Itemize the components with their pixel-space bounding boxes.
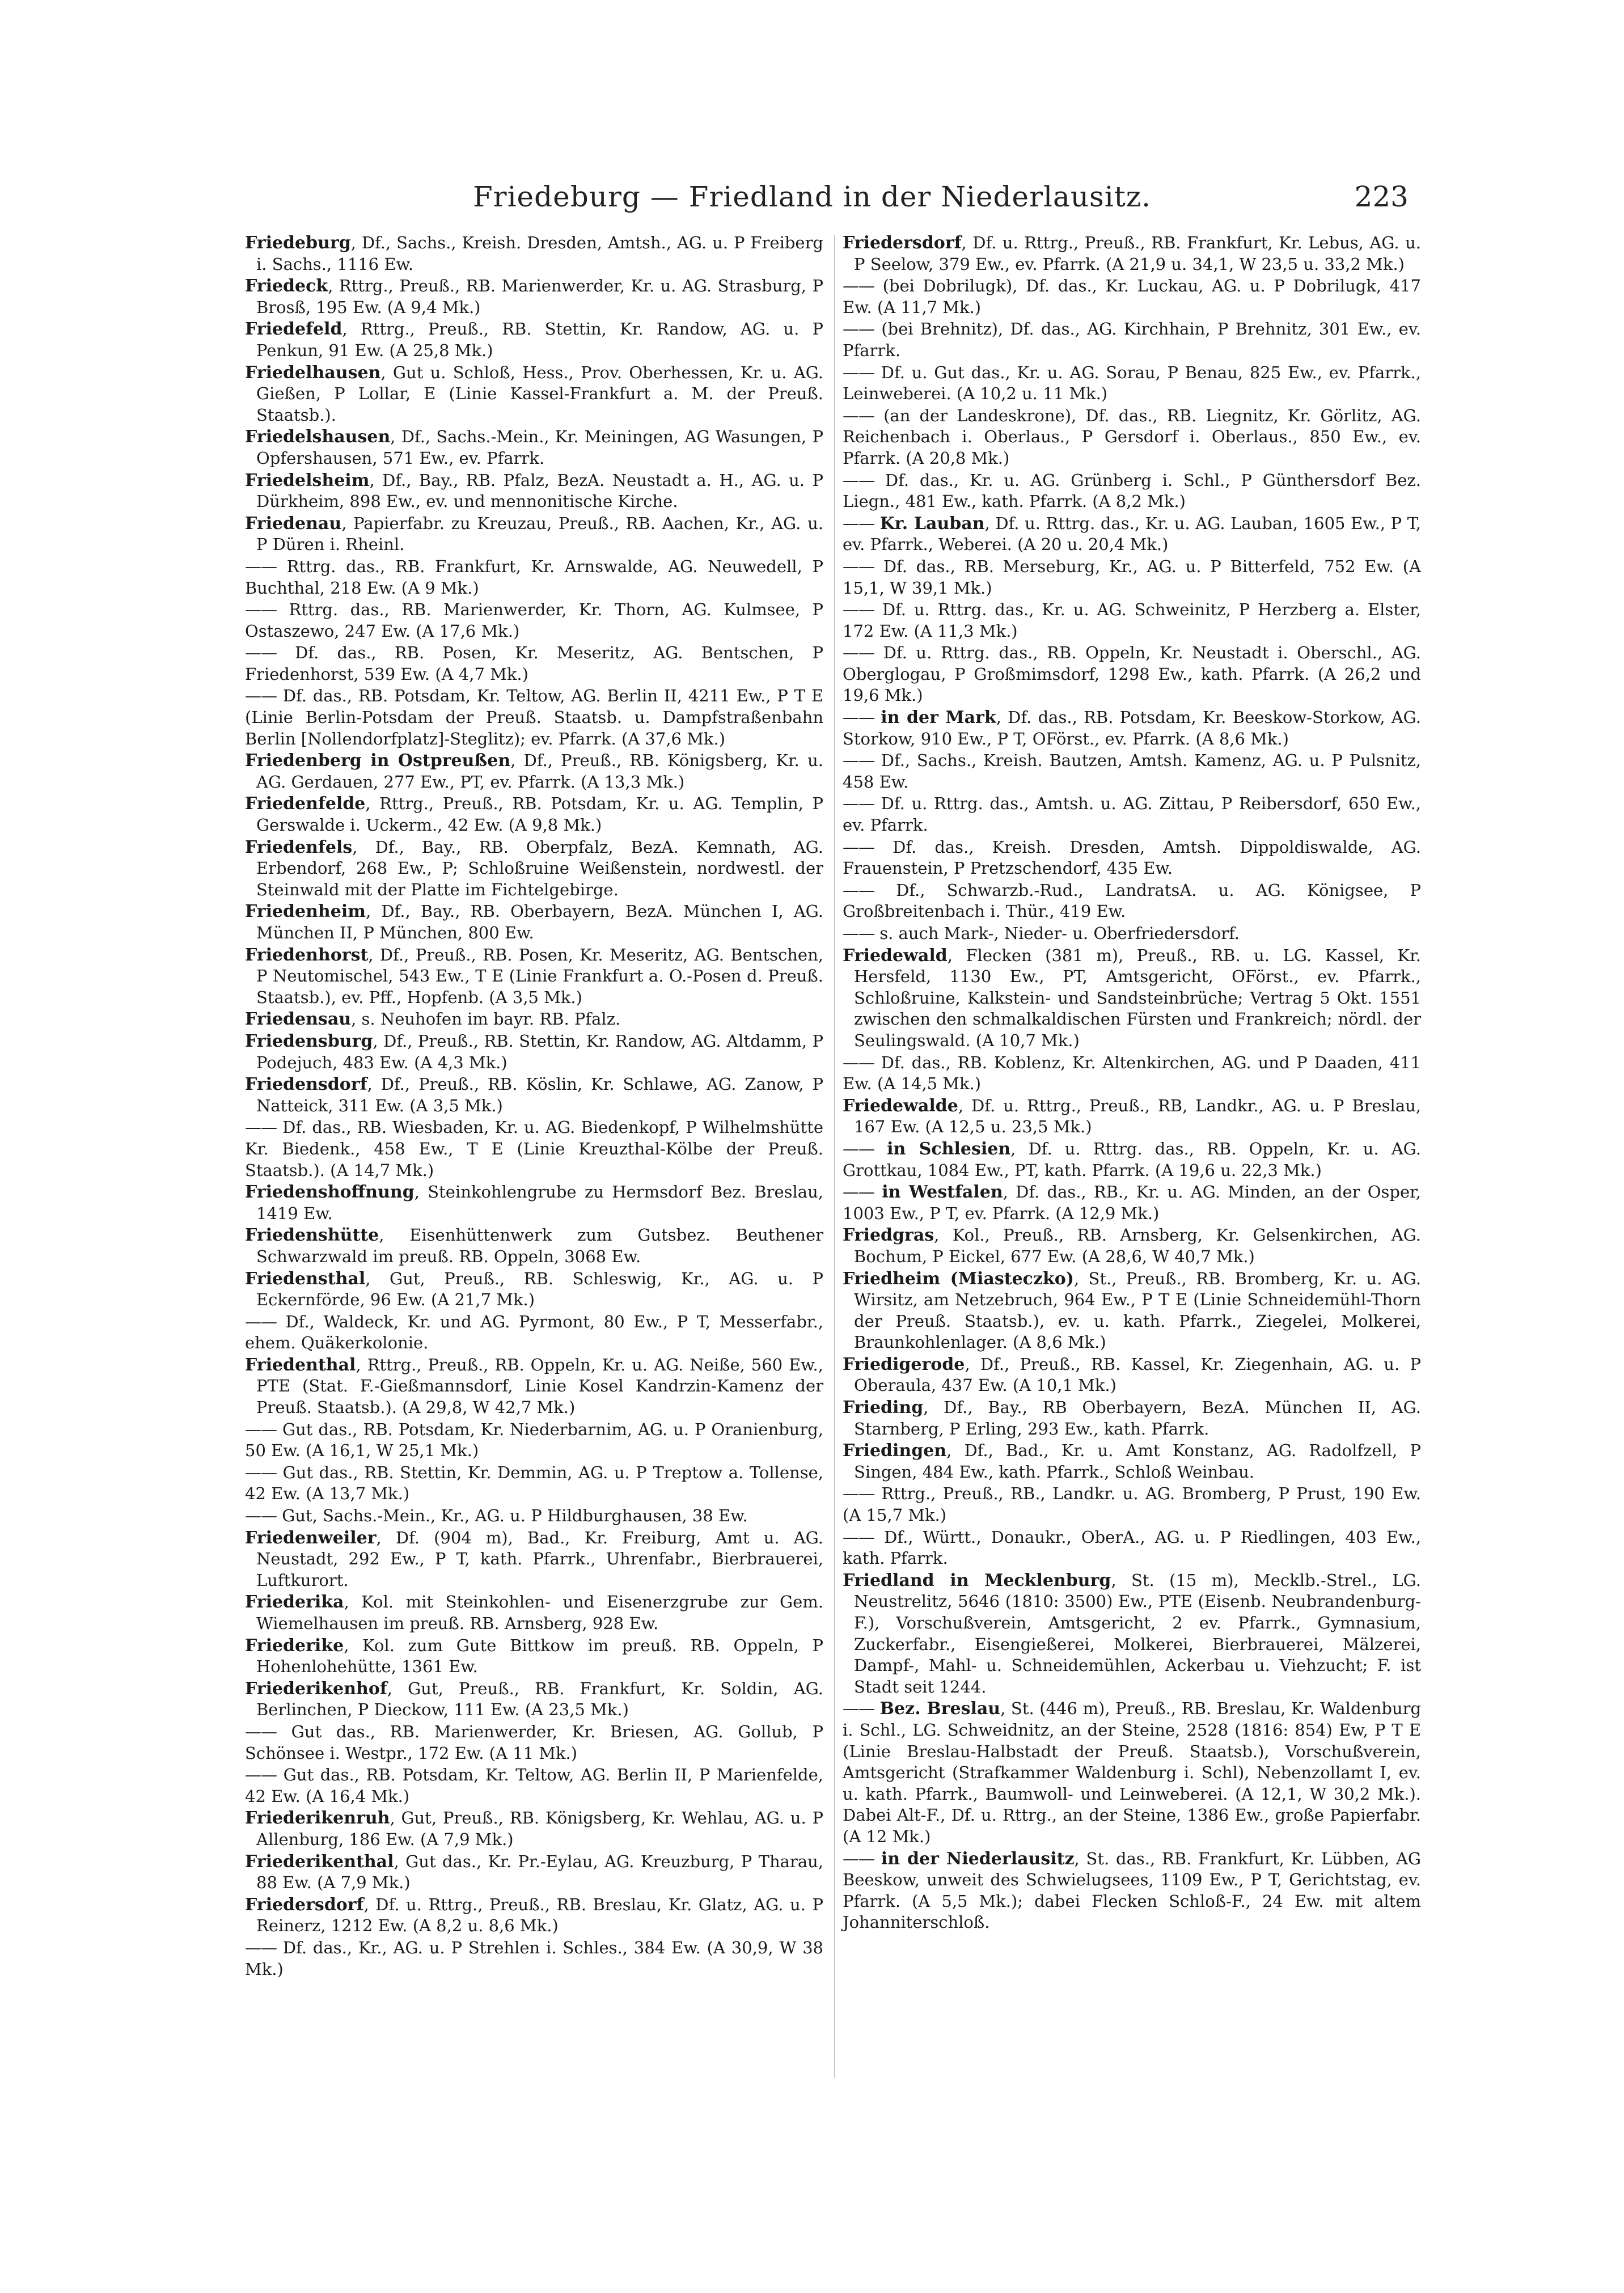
entry-text: Df. das., RB. Koblenz, Kr. Altenkirchen, AG. und P Daaden, 411 Ew. (A 14,5 Mk.): [843, 1052, 1422, 1094]
gazetteer-entry: [245, 837, 823, 901]
gazetteer-entry: [245, 1851, 823, 1894]
entry-text: , Kol. mit Steinkohlen- und Eisenerzgrube zur Gem. Wiemelhausen im preuß. RB. Arnsberg, 928 Ew.: [256, 1592, 823, 1633]
entry-text: Df. das., Kr., AG. u. P Strehlen i. Schles., 384 Ew. (A 30,9, W 38 Mk.): [245, 1937, 824, 1979]
entry-dash: ——: [245, 1937, 277, 1957]
entry-text: Gut das., RB. Potsdam, Kr. Teltow, AG. Berlin II, P Marienfelde, 42 Ew. (A 16,4 Mk.): [245, 1765, 823, 1806]
gazetteer-entry: [245, 750, 823, 793]
gazetteer-entry: [245, 1592, 823, 1634]
entry-text: , Df., Preuß., RB. Kassel, Kr. Ziegenhain, AG. u. P Oberaula, 437 Ew. (A 10,1 Mk.): [854, 1354, 1421, 1395]
entry-headword: Friedenau: [245, 513, 342, 534]
entry-dash: ——: [245, 1419, 277, 1439]
entry-dash: ——: [245, 686, 277, 706]
gazetteer-entry: [245, 1808, 823, 1850]
entry-text: Gut das., RB. Potsdam, Kr. Niederbarnim, AG. u. P Oranienburg, 50 Ew. (A 16,1, W 25,1 Mk.): [245, 1419, 824, 1461]
entry-text: Gut das., RB. Stettin, Kr. Demmin, AG. u. P Treptow a. Tollense, 42 Ew. (A 13,7 Mk.): [245, 1462, 823, 1504]
gazetteer-entry: [245, 276, 823, 318]
entry-headword: Friedenhorst: [245, 945, 369, 965]
entry-text: , Rttrg., Preuß., RB. Oppeln, Kr. u. AG. Neiße, 560 Ew., PTE (Stat. F.-Gießmannsdorf, Linie Kosel Kandrzin-Kamenz der Preuß. Staatsb.). (A 29,8, W 42,7 Mk.): [256, 1355, 823, 1418]
entry-text: Df. u. Rttrg. das., Kr. u. AG. Schweinitz, P Herzberg a. Elster, 172 Ew. (A 11,3 Mk.): [843, 600, 1421, 641]
entry-headword: Friedensau: [245, 1009, 352, 1030]
entry-text: , Gut das., Kr. Pr.-Eylau, AG. Kreuzburg, P Tharau, 88 Ew. (A 7,9 Mk.): [256, 1851, 823, 1893]
entry-text: , Df., Sachs.-Mein., Kr. Meiningen, AG Wasungen, P Opfershausen, 571 Ew., ev. Pfarrk.: [256, 427, 823, 468]
entry-dash: ——: [245, 600, 277, 620]
entry-text: , Df., Preuß., RB. Köslin, Kr. Schlawe, AG. Zanow, P Natteick, 311 Ew. (A 3,5 Mk.): [256, 1074, 823, 1115]
right-column: [843, 232, 1421, 1934]
entry-headword: Friedenshoffnung: [245, 1182, 415, 1203]
entry-text: s. auch Mark-, Nieder- u. Oberfriedersdorf.: [879, 924, 1240, 943]
entry-headword: Friedersdorf: [245, 1894, 364, 1915]
entry-text: , Papierfabr. zu Kreuzau, Preuß., RB. Aachen, Kr., AG. u. P Düren i. Rheinl.: [256, 513, 823, 555]
gazetteer-entry: [245, 1894, 823, 1937]
entry-text: , Df., Bay., RB Oberbayern, BezA. München II, AG. Starnberg, P Erling, 293 Ew., kath. Pfarrk.: [854, 1398, 1421, 1439]
gazetteer-entry: [843, 470, 1421, 513]
entry-text: , Df., Bay., RB. Pfalz, BezA. Neustadt a. H., AG. u. P Dürkheim, 898 Ew., ev. und mennonitische Kirche.: [256, 470, 823, 511]
entry-text: , Rttrg., Preuß., RB. Marienwerder, Kr. u. AG. Strasburg, P Brosß, 195 Ew. (A 9,4 Mk.): [256, 276, 823, 317]
entry-headword: Friedigerode: [843, 1354, 965, 1374]
entry-dash: ——: [843, 924, 874, 943]
entry-text: , Steinkohlengrube zu Hermsdorf Bez. Breslau, 1419 Ew.: [256, 1182, 823, 1223]
entry-text: , Rttrg., Preuß., RB. Potsdam, Kr. u. AG. Templin, P Gerswalde i. Uckerm., 42 Ew. (A 9,8 Mk.): [256, 794, 823, 835]
entry-dash: ——: [245, 1312, 277, 1331]
entry-dash: ——: [843, 1182, 874, 1202]
gazetteer-entry: [843, 923, 1421, 945]
entry-headword: Friedewalde: [843, 1095, 958, 1116]
gazetteer-entry: [245, 1312, 823, 1354]
entry-dash: ——: [245, 556, 277, 576]
entry-dash: ——: [843, 276, 874, 296]
entry-headword: Friederike: [245, 1635, 344, 1656]
gazetteer-entry: [245, 1635, 823, 1678]
gazetteer-entry: [245, 426, 823, 469]
entry-headword: Friedensdorf: [245, 1074, 367, 1095]
entry-text: , St. (446 m), Preuß., RB. Breslau, Kr. Waldenburg i. Schl., LG. Schweidnitz, an der Steine, 2528 (1816: 854) Ew, P T E (Linie Breslau-Halbstadt der Preuß. Staatsb.), Vorschußverein, Amtsgericht (Strafkammer Waldenburg i. Schl), Nebenzollamt I, ev. u. kath. Pfarrk., Baumwoll- und Leinweberei. (A 12,1, W 30,2 Mk.). Dabei Alt-F., Df. u. Rttrg., an der Steine, 1386 Ew., große Papierfabr. (A 12 Mk.): [843, 1699, 1422, 1846]
entry-text: , Gut, Preuß., RB. Frankfurt, Kr. Soldin, AG. Berlinchen, P Dieckow, 111 Ew. (A 23,5 Mk.): [256, 1678, 823, 1720]
gazetteer-entry: [843, 1527, 1421, 1569]
gazetteer-entry: [843, 1848, 1421, 1934]
entry-dash: ——: [843, 556, 874, 576]
entry-dash: ——: [843, 1848, 874, 1868]
gazetteer-entry: [843, 1354, 1421, 1397]
entry-dash: ——: [245, 1118, 277, 1137]
gazetteer-entry: [245, 1528, 823, 1592]
entry-text: , Gut u. Schloß, Hess., Prov. Oberhessen, Kr. u. AG. Gießen, P Lollar, E (Linie Kassel-Frankfurt a. M. der Preuß. Staatsb.).: [256, 362, 823, 425]
entry-headword: Friedewald: [843, 945, 948, 966]
entry-headword: Friedland in Mecklenburg: [843, 1570, 1111, 1590]
gazetteer-entry: [245, 1009, 823, 1030]
gazetteer-entry: [843, 750, 1421, 793]
entry-headword: Friederikenruh: [245, 1808, 390, 1829]
entry-text: , Df. (904 m), Bad., Kr. Freiburg, Amt u. AG. Neustadt, 292 Ew., P T, kath. Pfarrk., Uhrenfabr., Bierbrauerei, Luftkurort.: [256, 1528, 823, 1590]
gazetteer-entry: [843, 599, 1421, 642]
gazetteer-entry: [843, 1182, 1421, 1224]
entry-text: , Kol., Preuß., RB. Arnsberg, Kr. Gelsenkirchen, AG. Bochum, P Eickel, 677 Ew. (A 28,6, W 40,7 Mk.): [854, 1225, 1421, 1266]
gazetteer-entry: [843, 707, 1421, 750]
entry-headword: Friedelsheim: [245, 470, 370, 490]
entry-headword: Friedensburg: [245, 1031, 373, 1051]
gazetteer-entry: [245, 1419, 823, 1462]
entry-headword: Friedelshausen: [245, 427, 391, 447]
entry-headword: Friedenfels: [245, 837, 353, 857]
entry-dash: ——: [843, 1699, 874, 1719]
entry-text: Df. u. Rttrg. das., Amtsh. u. AG. Zittau, P Reibersdorf, 650 Ew., ev. Pfarrk.: [843, 794, 1422, 835]
gazetteer-entry: [245, 556, 823, 599]
gazetteer-entry: [843, 276, 1421, 318]
entry-text: Df., Waldeck, Kr. und AG. Pyrmont, 80 Ew., P T, Messerfabr., ehem. Quäkerkolonie.: [245, 1312, 824, 1353]
column-divider: [834, 235, 835, 2078]
entry-text: Rttrg. das., RB. Marienwerder, Kr. Thorn, AG. Kulmsee, P Ostaszewo, 247 Ew. (A 17,6 Mk.): [245, 600, 823, 641]
entry-dash: ——: [245, 1506, 277, 1526]
entry-dash: ——: [843, 600, 874, 620]
entry-text: , Df., Bay., RB. Oberpfalz, BezA. Kemnath, AG. Erbendorf, 268 Ew., P; Schloßruine Weißenstein, nordwestl. der Steinwald mit der Platte im Fichtelgebirge.: [256, 837, 823, 899]
entry-dash: ——: [843, 1052, 874, 1072]
entry-text: , Df. das., RB., Kr. u. AG. Minden, an der Osper, 1003 Ew., P T, ev. Pfarrk. (A 12,9 Mk.): [843, 1182, 1421, 1223]
entry-text: Df. u. Gut das., Kr. u. AG. Sorau, P Benau, 825 Ew., ev. Pfarrk., Leinweberei. (A 10,2 u. 11 Mk.): [843, 362, 1422, 404]
entry-text: Df. das., RB. Potsdam, Kr. Teltow, AG. Berlin II, 4211 Ew., P T E (Linie Berlin-Potsdam der Preuß. Staatsb. u. Dampfstraßenbahn Berlin [Nollendorfplatz]-Steglitz); ev. Pfarrk. (A 37,6 Mk.): [245, 686, 823, 748]
entry-text: , Df. u. Rttrg., Preuß., RB. Breslau, Kr. Glatz, AG. u. P Reinerz, 1212 Ew. (A 8,2 u. 8,6 Mk.): [256, 1894, 823, 1936]
entry-text: , Kol. zum Gute Bittkow im preuß. RB. Oppeln, P Hohenlohehütte, 1361 Ew.: [256, 1635, 823, 1677]
gazetteer-entry: [245, 1225, 823, 1267]
entry-text: Df. das., RB. Posen, Kr. Meseritz, AG. Bentschen, P Friedenhorst, 539 Ew. (A 4,7 Mk.): [245, 643, 823, 684]
entry-dash: ——: [245, 1462, 277, 1482]
gazetteer-entry: [843, 1698, 1421, 1847]
entry-dash: ——: [843, 319, 874, 339]
entry-dash: ——: [843, 470, 874, 490]
gazetteer-entry: [843, 837, 1421, 879]
entry-text: Df. das., Kreish. Dresden, Amtsh. Dippoldiswalde, AG. Frauenstein, P Pretzschendorf, 435 Ew.: [843, 837, 1422, 878]
entry-text: , Flecken (381 m), Preuß., RB. u. LG. Kassel, Kr. Hersfeld, 1130 Ew., PT, Amtsgericht, OFörst., ev. Pfarrk., Schloßruine, Kalkstein- und Sandsteinbrüche; Vertrag 5 Okt. 1551 zwischen den schmalkaldischen Fürsten und Frankreich; nördl. der Seulingswald. (A 10,7 Mk.): [854, 945, 1421, 1050]
gazetteer-entry: [245, 232, 823, 275]
entry-text: , Df. u. Rttrg., Preuß., RB. Frankfurt, Kr. Lebus, AG. u. P Seelow, 379 Ew., ev. Pfarrk. (A 21,9 u. 34,1, W 23,5 u. 33,2 Mk.): [854, 233, 1421, 274]
entry-text: , Df., Bay., RB. Oberbayern, BezA. München I, AG. München II, P München, 800 Ew.: [256, 902, 823, 942]
entry-headword: Friedingen: [843, 1441, 947, 1461]
entry-dash: ——: [843, 1527, 874, 1547]
entry-headword: Friedenfelde: [245, 794, 366, 814]
gazetteer-entry: [245, 362, 823, 426]
entry-headword: Friedgras: [843, 1225, 934, 1246]
entry-dash: ——: [843, 794, 874, 814]
entry-headword: Friedelhausen: [245, 362, 381, 383]
entry-text: Df., Sachs., Kreish. Bautzen, Amtsh. Kamenz, AG. u. P Pulsnitz, 458 Ew.: [843, 751, 1422, 792]
entry-text: (an der Landeskrone), Df. das., RB. Liegnitz, Kr. Görlitz, AG. Reichenbach i. Oberlaus., P Gersdorf i. Oberlaus., 850 Ew., ev. Pfarrk. (A 20,8 Mk.): [843, 405, 1421, 468]
gazetteer-entry: [843, 1570, 1421, 1698]
gazetteer-entry: [245, 1505, 823, 1527]
entry-text: (bei Dobrilugk), Df. das., Kr. Luckau, AG. u. P Dobrilugk, 417 Ew. (A 11,7 Mk.): [843, 276, 1422, 317]
gazetteer-entry: [245, 901, 823, 944]
running-head: [215, 180, 1409, 226]
entry-dash: ——: [245, 1765, 277, 1785]
entry-text: Df. u. Rttrg. das., RB. Oppeln, Kr. Neustadt i. Oberschl., AG. Oberglogau, P Großmimsdorf, 1298 Ew., kath. Pfarrk. (A 26,2 und 19,6 Mk.): [843, 643, 1422, 705]
gazetteer-entry: [245, 1117, 823, 1181]
entry-headword: Friedenweiler: [245, 1528, 377, 1548]
entry-text: Df., Schwarzb.-Rud., LandratsA. u. AG. Königsee, P Großbreitenbach i. Thür., 419 Ew.: [843, 880, 1421, 921]
gazetteer-entry: [843, 1225, 1421, 1267]
gazetteer-entry: [245, 599, 823, 642]
entry-headword: Friedenberg in Ostpreußen: [245, 751, 511, 771]
entry-headword: Bez. Breslau: [879, 1699, 1001, 1719]
entry-text: Df. das., RB. Merseburg, Kr., AG. u. P Bitterfeld, 752 Ew. (A 15,1, W 39,1 Mk.): [843, 556, 1421, 598]
entry-text: , s. Neuhofen im bayr. RB. Pfalz.: [351, 1009, 621, 1029]
entry-text: , Df. u. Rttrg. das., RB. Oppeln, Kr. u. AG. Grottkau, 1084 Ew., PT, kath. Pfarrk. (A 19,6 u. 22,3 Mk.): [843, 1139, 1421, 1180]
gazetteer-entry: [843, 642, 1421, 706]
entry-text: , Df. u. Rttrg., Preuß., RB, Landkr., AG. u. P Breslau, 167 Ew. (A 12,5 u. 23,5 Mk.): [854, 1095, 1421, 1137]
entry-text: , Df., Bad., Kr. u. Amt Konstanz, AG. Radolfzell, P Singen, 484 Ew., kath. Pfarrk., Schloß Weinbau.: [854, 1441, 1421, 1482]
entry-dash: ——: [843, 837, 874, 857]
gazetteer-entry: [245, 686, 823, 750]
entry-headword: Friederikenhof: [245, 1678, 387, 1699]
gazetteer-entry: [843, 1095, 1421, 1138]
entry-headword: Friedeck: [245, 276, 328, 297]
entry-text: Df. das., RB. Wiesbaden, Kr. u. AG. Biedenkopf, P Wilhelmshütte Kr. Biedenk., 458 Ew., T E (Linie Kreuzthal-Kölbe der Preuß. Staatsb.). (A 14,7 Mk.): [245, 1118, 824, 1180]
entry-headword: Friedenshütte: [245, 1225, 379, 1246]
gazetteer-entry: [843, 1397, 1421, 1440]
entry-headword: in Schlesien: [887, 1139, 1011, 1159]
entry-text: Gut, Sachs.-Mein., Kr., AG. u. P Hildburghausen, 38 Ew.: [282, 1506, 748, 1526]
entry-text: (bei Brehnitz), Df. das., AG. Kirchhain, P Brehnitz, 301 Ew., ev. Pfarrk.: [843, 319, 1422, 360]
gazetteer-entry: [245, 319, 823, 361]
entry-text: , Rttrg., Preuß., RB. Stettin, Kr. Randow, AG. u. P Penkun, 91 Ew. (A 25,8 Mk.): [256, 319, 823, 360]
entry-text: , Df., Preuß., RB. Stettin, Kr. Randow, AG. Altdamm, P Podejuch, 483 Ew. (A 4,3 Mk.): [256, 1031, 823, 1072]
gazetteer-entry: [245, 1678, 823, 1721]
entry-dash: ——: [245, 643, 277, 663]
gazetteer-entry: [843, 232, 1421, 275]
entry-text: Df. das., Kr. u. AG. Grünberg i. Schl., P Günthersdorf Bez. Liegn., 481 Ew., kath. Pfarrk. (A 8,2 Mk.): [843, 470, 1421, 511]
entry-headword: Friederikenthal: [245, 1851, 394, 1872]
gazetteer-entry: [245, 1937, 823, 1980]
entry-headword: Friedersdorf: [843, 233, 962, 253]
entry-text: , St. (15 m), Mecklb.-Strel., LG. Neustrelitz, 5646 (1810: 3500) Ew., PTE (Eisenb. Neubrandenburg-F.), Vorschußverein, Amtsgericht, 2 ev. Pfarrk., Gymnasium, Zuckerfabr., Eisengießerei, Molkerei, Bierbrauerei, Mälzerei, Dampf-, Mahl- u. Schneidemühlen, Ackerbau u. Viehzucht; F. ist Stadt seit 1244.: [854, 1570, 1421, 1697]
page-number: 223: [1354, 180, 1409, 213]
gazetteer-entry: [843, 1052, 1421, 1095]
entry-dash: ——: [843, 643, 874, 663]
entry-text: Rttrg. das., RB. Frankfurt, Kr. Arnswalde, AG. Neuwedell, P Buchthal, 218 Ew. (A 9 Mk.): [245, 556, 824, 598]
entry-dash: ——: [843, 1484, 874, 1504]
entry-text: Gut das., RB. Marienwerder, Kr. Briesen, AG. Gollub, P Schönsee i. Westpr., 172 Ew. (A 11 Mk.): [245, 1721, 824, 1763]
entry-text: , Df. das., RB. Potsdam, Kr. Beeskow-Storkow, AG. Storkow, 910 Ew., P T, OFörst., ev. Pfarrk. (A 8,6 Mk.): [843, 708, 1422, 748]
gazetteer-entry: [843, 1268, 1421, 1353]
entry-dash: ——: [843, 708, 874, 727]
entry-dash: ——: [843, 513, 874, 533]
gazetteer-entry: [245, 945, 823, 1009]
entry-headword: Friederika: [245, 1592, 344, 1613]
entry-headword: Friedheim (Miasteczko): [843, 1268, 1074, 1289]
entry-headword: in der Mark: [881, 708, 996, 728]
gazetteer-entry: [245, 642, 823, 685]
gazetteer-entry: [843, 405, 1421, 469]
entry-text: , Df., Preuß., RB. Posen, Kr. Meseritz, AG. Bentschen, P Neutomischel, 543 Ew., T E (Linie Frankfurt a. O.-Posen d. Preuß. Staatsb.), ev. Pff., Hopfenb. (A 3,5 Mk.): [256, 945, 823, 1007]
gazetteer-entry: [245, 513, 823, 556]
entry-text: , Df., Preuß., RB. Königsberg, Kr. u. AG. Gerdauen, 277 Ew., PT, ev. Pfarrk. (A 13,3 Mk.): [256, 751, 824, 792]
entry-text: , St., Preuß., RB. Bromberg, Kr. u. AG. Wirsitz, am Netzebruch, 964 Ew., P T E (Linie Schneidemühl-Thorn der Preuß. Staatsb.), ev. u. kath. Pfarrk., Ziegelei, Molkerei, Braunkohlenlager. (A 8,6 Mk.): [854, 1268, 1421, 1352]
gazetteer-entry: [843, 1440, 1421, 1483]
entry-headword: Frieding: [843, 1398, 924, 1418]
entry-dash: ——: [245, 1721, 277, 1741]
entry-headword: Kr. Lauban: [879, 513, 985, 534]
entry-headword: Friedensthal: [245, 1268, 366, 1289]
entry-headword: Friedeburg: [245, 233, 351, 253]
gazetteer-entry: [245, 1031, 823, 1073]
gazetteer-entry: [843, 513, 1421, 556]
entry-headword: in Westfalen: [882, 1182, 1003, 1203]
gazetteer-entry: [843, 793, 1421, 836]
gazetteer-entry: [843, 1139, 1421, 1181]
entry-headword: Friedenheim: [245, 902, 366, 922]
entry-dash: ——: [843, 880, 874, 900]
gazetteer-entry: [843, 362, 1421, 405]
entry-text: Df., Württ., Donaukr., OberA., AG. u. P Riedlingen, 403 Ew., kath. Pfarrk.: [843, 1527, 1422, 1568]
entry-text: , Gut, Preuß., RB. Schleswig, Kr., AG. u. P Eckernförde, 96 Ew. (A 21,7 Mk.): [256, 1268, 823, 1310]
entry-text: , Gut, Preuß., RB. Königsberg, Kr. Wehlau, AG. u. P Allenburg, 186 Ew. (A 7,9 Mk.): [256, 1808, 823, 1849]
gazetteer-entry: [843, 1483, 1421, 1526]
gazetteer-entry: [245, 1355, 823, 1419]
entry-text: , Eisenhüttenwerk zum Gutsbez. Beuthener Schwarzwald im preuß. RB. Oppeln, 3068 Ew.: [256, 1225, 823, 1266]
left-column: [245, 232, 823, 1981]
entry-text: , Df. u. Rttrg. das., Kr. u. AG. Lauban, 1605 Ew., P T, ev. Pfarrk., Weberei. (A 20 u. 20,4 Mk.): [843, 513, 1422, 555]
entry-text: Rttrg., Preuß., RB., Landkr. u. AG. Bromberg, P Prust, 190 Ew. (A 15,7 Mk.): [843, 1484, 1422, 1525]
gazetteer-entry: [245, 793, 823, 836]
entry-dash: ——: [843, 362, 874, 382]
gazetteer-entry: [843, 556, 1421, 599]
entry-dash: ——: [843, 751, 874, 771]
gazetteer-entry: [245, 1462, 823, 1505]
gazetteer-entry: [843, 880, 1421, 923]
gazetteer-entry: [843, 319, 1421, 361]
entry-headword: Friedenthal: [245, 1355, 356, 1375]
entry-headword: Friedefeld: [245, 319, 342, 340]
entry-dash: ——: [843, 1139, 874, 1158]
entry-dash: ——: [843, 405, 874, 425]
gazetteer-entry: [245, 1765, 823, 1807]
entry-headword: in der Niederlausitz: [881, 1848, 1075, 1869]
gazetteer-entry: [245, 470, 823, 513]
gazetteer-entry: [245, 1721, 823, 1764]
gazetteer-entry: [245, 1074, 823, 1116]
gazetteer-entry: [245, 1182, 823, 1224]
entry-text: , Df., Sachs., Kreish. Dresden, Amtsh., AG. u. P Freiberg i. Sachs., 1116 Ew.: [256, 233, 823, 274]
entry-text: , St. das., RB. Frankfurt, Kr. Lübben, AG Beeskow, unweit des Schwielugsees, 1109 Ew., P T, Gerichtstag, ev. Pfarrk. (A 5,5 Mk.); dabei Flecken Schloß-F., 24 Ew. mit altem Johanniterschloß.: [843, 1848, 1421, 1932]
page-title: Friedeburg — Friedland in der Niederlausitz.: [472, 180, 1152, 213]
gazetteer-entry: [843, 945, 1421, 1052]
gazetteer-entry: [245, 1268, 823, 1311]
